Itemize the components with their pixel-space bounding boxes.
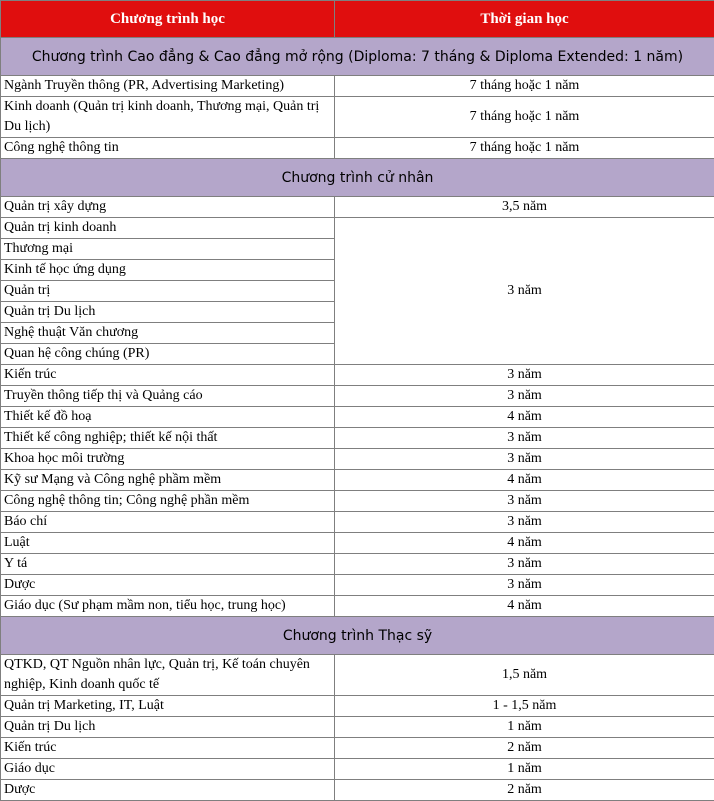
program-cell: QTKD, QT Nguồn nhân lực, Quản trị, Kế toán chuyên nghiệp, Kinh doanh quốc tế	[1, 655, 335, 696]
duration-cell: 3 năm	[335, 386, 714, 407]
program-cell: Dược	[1, 780, 335, 801]
program-cell: Kỹ sư Mạng và Công nghệ phầm mềm	[1, 470, 335, 491]
section-title: Chương trình cử nhân	[1, 159, 714, 197]
table-row	[1, 449, 714, 470]
table-row	[1, 696, 714, 717]
program-cell: Nghệ thuật Văn chương	[1, 323, 335, 344]
table-row	[1, 97, 714, 138]
program-cell: Quản trị	[1, 281, 335, 302]
table-row	[1, 218, 714, 239]
duration-cell: 3 năm	[335, 491, 714, 512]
table-row	[1, 596, 714, 617]
table-row	[1, 491, 714, 512]
program-cell: Quản trị Marketing, IT, Luật	[1, 696, 335, 717]
program-cell: Kinh tế học ứng dụng	[1, 260, 335, 281]
program-cell: Khoa học môi trường	[1, 449, 335, 470]
table-row	[1, 365, 714, 386]
program-cell: Thiết kế đồ hoạ	[1, 407, 335, 428]
duration-cell: 7 tháng hoặc 1 năm	[335, 138, 714, 159]
section-row-diploma	[1, 38, 714, 76]
duration-cell: 3 năm	[335, 512, 714, 533]
table-row	[1, 470, 714, 491]
program-cell: Công nghệ thông tin; Công nghệ phần mềm	[1, 491, 335, 512]
section-row-master	[1, 617, 714, 655]
duration-cell: 3 năm	[335, 554, 714, 575]
table-row	[1, 575, 714, 596]
program-cell: Giáo dục	[1, 759, 335, 780]
table-row	[1, 738, 714, 759]
program-cell: Công nghệ thông tin	[1, 138, 335, 159]
table-row	[1, 428, 714, 449]
duration-cell: 4 năm	[335, 407, 714, 428]
table-row	[1, 407, 714, 428]
duration-cell: 7 tháng hoặc 1 năm	[335, 76, 714, 97]
table-row	[1, 759, 714, 780]
program-cell: Kiến trúc	[1, 738, 335, 759]
table-row	[1, 76, 714, 97]
program-cell: Thương mại	[1, 239, 335, 260]
program-cell: Ngành Truyền thông (PR, Advertising Marketing)	[1, 76, 335, 97]
duration-cell: 7 tháng hoặc 1 năm	[335, 97, 714, 138]
table-row	[1, 717, 714, 738]
duration-cell: 4 năm	[335, 533, 714, 554]
program-cell: Quản trị Du lịch	[1, 717, 335, 738]
duration-cell: 3 năm	[335, 449, 714, 470]
table-row	[1, 138, 714, 159]
duration-cell: 2 năm	[335, 780, 714, 801]
duration-cell: 3,5 năm	[335, 197, 714, 218]
duration-cell: 3 năm	[335, 428, 714, 449]
table-row	[1, 554, 714, 575]
program-cell: Y tá	[1, 554, 335, 575]
duration-cell: 1 - 1,5 năm	[335, 696, 714, 717]
program-cell: Dược	[1, 575, 335, 596]
program-cell: Giáo dục (Sư phạm mầm non, tiểu học, trung học)	[1, 596, 335, 617]
table-row	[1, 533, 714, 554]
table-row	[1, 197, 714, 218]
duration-cell: 4 năm	[335, 596, 714, 617]
program-cell: Kinh doanh (Quản trị kinh doanh, Thương mại, Quản trị Du lịch)	[1, 97, 335, 138]
duration-cell: 1 năm	[335, 717, 714, 738]
program-cell: Quản trị kinh doanh	[1, 218, 335, 239]
program-cell: Kiến trúc	[1, 365, 335, 386]
table-row	[1, 512, 714, 533]
program-cell: Thiết kế công nghiệp; thiết kế nội thất	[1, 428, 335, 449]
duration-cell: 3 năm	[335, 575, 714, 596]
table-row	[1, 780, 714, 801]
program-cell: Báo chí	[1, 512, 335, 533]
duration-cell: 3 năm	[335, 365, 714, 386]
section-title: Chương trình Cao đẳng & Cao đẳng mở rộng (Diploma: 7 tháng & Diploma Extended: 1 năm)	[1, 38, 714, 76]
duration-cell: 1,5 năm	[335, 655, 714, 696]
header-program: Chương trình học	[1, 1, 335, 38]
duration-cell: 2 năm	[335, 738, 714, 759]
program-cell: Quan hệ công chúng (PR)	[1, 344, 335, 365]
header-row	[1, 1, 714, 38]
section-row-bachelor	[1, 159, 714, 197]
program-cell: Quản trị xây dựng	[1, 197, 335, 218]
duration-cell: 1 năm	[335, 759, 714, 780]
program-cell: Truyền thông tiếp thị và Quảng cáo	[1, 386, 335, 407]
duration-cell: 4 năm	[335, 470, 714, 491]
header-duration: Thời gian học	[335, 1, 714, 38]
table-row	[1, 386, 714, 407]
program-cell: Luật	[1, 533, 335, 554]
program-cell: Quản trị Du lịch	[1, 302, 335, 323]
table-row	[1, 655, 714, 696]
section-title: Chương trình Thạc sỹ	[1, 617, 714, 655]
duration-cell-merged: 3 năm	[335, 218, 714, 365]
